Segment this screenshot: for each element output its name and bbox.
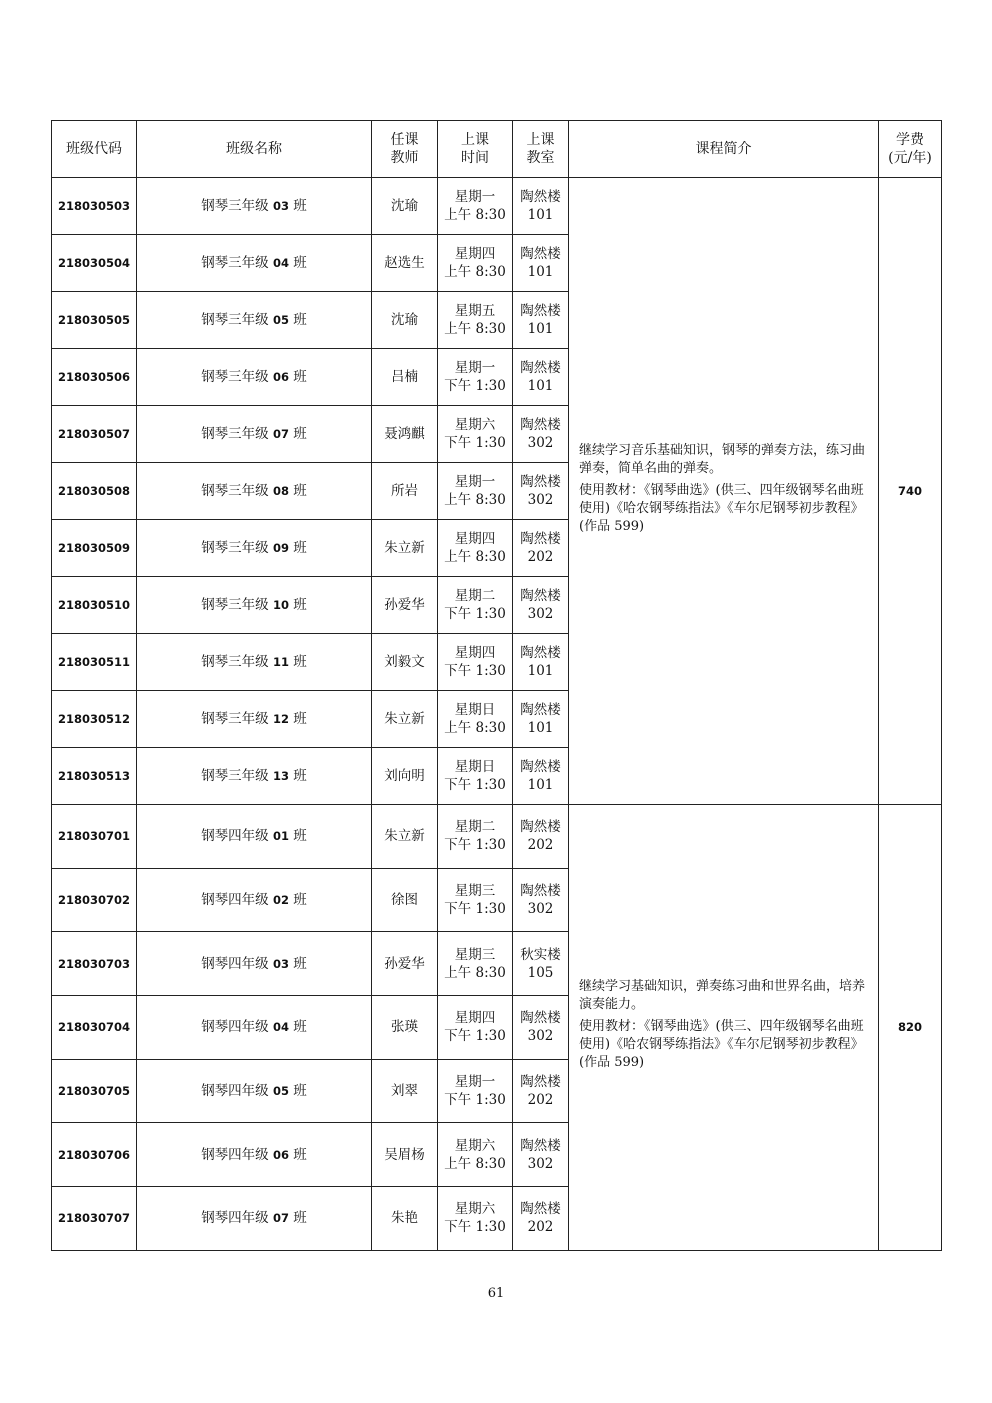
room-number: 101 — [527, 207, 554, 223]
room-number: 202 — [527, 837, 554, 854]
class-name-cell — [137, 463, 372, 520]
room-cell — [513, 805, 569, 869]
room-number: 302 — [527, 435, 554, 451]
time-hour: 上午 8:30 — [444, 264, 506, 280]
class-name-prefix: 钢琴三年级 — [201, 654, 269, 670]
class-name-number: 07 — [272, 427, 289, 441]
header-room: 上课 教室 — [513, 121, 569, 178]
teacher-cell: 沈瑜 — [372, 292, 438, 349]
class-name-cell — [137, 748, 372, 805]
room-number: 101 — [527, 321, 554, 337]
room-building: 陶然楼 — [520, 189, 561, 205]
room-building: 陶然楼 — [520, 645, 561, 661]
time-cell — [438, 463, 513, 520]
room-cell — [513, 1123, 569, 1187]
time-cell — [438, 406, 513, 463]
class-name-prefix: 钢琴三年级 — [201, 369, 269, 385]
class-name-cell — [137, 235, 372, 292]
class-name-suffix: 班 — [293, 483, 307, 499]
time-hour: 上午 8:30 — [444, 964, 506, 981]
room-cell — [513, 634, 569, 691]
class-name-prefix: 钢琴三年级 — [201, 312, 269, 328]
time-hour: 下午 1:30 — [444, 663, 506, 679]
time-cell — [438, 1059, 513, 1123]
room-cell — [513, 748, 569, 805]
room-number: 101 — [527, 663, 554, 679]
time-hour: 上午 8:30 — [444, 207, 506, 223]
teacher-cell: 朱艳 — [372, 1187, 438, 1251]
room-cell — [513, 1059, 569, 1123]
class-name-prefix: 钢琴四年级 — [201, 1210, 269, 1227]
time-cell — [438, 748, 513, 805]
header-teacher: 任课 教师 — [372, 121, 438, 178]
page-number: 61 — [487, 1286, 505, 1301]
table-row — [52, 805, 942, 869]
class-name-number: 03 — [272, 956, 289, 971]
class-name-prefix: 钢琴三年级 — [201, 540, 269, 556]
teacher-cell: 朱立新 — [372, 691, 438, 748]
class-name-prefix: 钢琴四年级 — [201, 892, 269, 909]
course-intro-paragraph: 使用教材：《钢琴曲选》(供三、四年级钢琴名曲班使用)《哈农钢琴练指法》《车尔尼钢琴初步教程》(作品 599) — [579, 483, 864, 534]
tuition-fee-cell: 820 — [879, 805, 942, 1251]
room-building: 陶然楼 — [520, 417, 561, 433]
teacher-cell: 孙爱华 — [372, 932, 438, 996]
class-name-suffix: 班 — [293, 426, 307, 442]
teacher-cell: 聂鸿麒 — [372, 406, 438, 463]
time-hour: 下午 1:30 — [444, 435, 506, 451]
class-name-cell — [137, 691, 372, 748]
time-day: 星期四 — [454, 645, 496, 661]
class-name-number: 04 — [272, 256, 289, 270]
class-code-cell: 218030504 — [52, 235, 137, 292]
time-hour: 上午 8:30 — [444, 720, 506, 736]
class-name-number: 05 — [272, 313, 289, 327]
class-name-number: 06 — [272, 1147, 289, 1162]
room-building: 陶然楼 — [520, 883, 561, 900]
class-code-cell: 218030702 — [52, 868, 137, 932]
time-day: 星期三 — [454, 946, 496, 963]
header-code: 班级代码 — [52, 121, 137, 178]
class-code-cell: 218030509 — [52, 520, 137, 577]
class-name-number: 10 — [272, 598, 289, 612]
teacher-cell: 朱立新 — [372, 520, 438, 577]
class-name-number: 04 — [272, 1020, 289, 1035]
time-day: 星期一 — [454, 360, 496, 376]
class-name-cell — [137, 577, 372, 634]
class-name-suffix: 班 — [293, 768, 307, 784]
class-name-cell — [137, 406, 372, 463]
room-number: 202 — [527, 1092, 554, 1109]
class-name-prefix: 钢琴四年级 — [201, 1146, 269, 1163]
room-cell — [513, 868, 569, 932]
time-hour: 下午 1:30 — [444, 837, 506, 854]
room-building: 陶然楼 — [520, 702, 561, 718]
teacher-cell: 刘向明 — [372, 748, 438, 805]
class-code-cell: 218030513 — [52, 748, 137, 805]
class-code-cell: 218030707 — [52, 1187, 137, 1251]
time-day: 星期一 — [454, 474, 496, 490]
class-name-suffix: 班 — [293, 198, 307, 214]
time-day: 星期一 — [454, 189, 496, 205]
class-code-cell: 218030704 — [52, 996, 137, 1060]
room-building: 陶然楼 — [520, 1137, 561, 1154]
class-code-cell: 218030503 — [52, 178, 137, 235]
room-building: 陶然楼 — [520, 303, 561, 319]
class-name-suffix: 班 — [293, 312, 307, 328]
time-hour: 下午 1:30 — [444, 777, 506, 793]
class-code-cell: 218030705 — [52, 1059, 137, 1123]
room-cell — [513, 178, 569, 235]
course-intro-cell — [569, 178, 879, 805]
class-name-number: 03 — [272, 199, 289, 213]
room-building: 陶然楼 — [520, 474, 561, 490]
header-intro: 课程简介 — [569, 121, 879, 178]
time-hour: 下午 1:30 — [444, 378, 506, 394]
class-name-prefix: 钢琴三年级 — [201, 768, 269, 784]
time-day: 星期日 — [454, 702, 496, 718]
teacher-cell: 吴眉杨 — [372, 1123, 438, 1187]
class-name-cell — [137, 1059, 372, 1123]
class-name-prefix: 钢琴四年级 — [201, 828, 269, 845]
room-number: 302 — [527, 901, 554, 918]
class-name-cell — [137, 292, 372, 349]
class-name-cell — [137, 1187, 372, 1251]
class-name-suffix: 班 — [293, 1146, 307, 1163]
time-cell — [438, 520, 513, 577]
room-building: 陶然楼 — [520, 1074, 561, 1091]
time-cell — [438, 634, 513, 691]
time-cell — [438, 178, 513, 235]
room-building: 陶然楼 — [520, 1201, 561, 1218]
class-name-suffix: 班 — [293, 828, 307, 845]
class-name-number: 05 — [272, 1084, 289, 1099]
class-name-suffix: 班 — [293, 597, 307, 613]
class-name-number: 11 — [272, 655, 289, 669]
class-name-suffix: 班 — [293, 540, 307, 556]
time-cell — [438, 691, 513, 748]
time-hour: 下午 1:30 — [444, 1219, 506, 1236]
teacher-cell: 赵选生 — [372, 235, 438, 292]
class-name-prefix: 钢琴三年级 — [201, 255, 269, 271]
time-hour: 下午 1:30 — [444, 606, 506, 622]
class-name-prefix: 钢琴三年级 — [201, 426, 269, 442]
tuition-fee-cell: 740 — [879, 178, 942, 805]
class-name-cell — [137, 349, 372, 406]
room-building: 陶然楼 — [520, 1010, 561, 1027]
table-row — [52, 178, 942, 235]
class-code-cell: 218030506 — [52, 349, 137, 406]
class-name-cell — [137, 805, 372, 869]
class-name-prefix: 钢琴三年级 — [201, 198, 269, 214]
room-number: 202 — [527, 549, 554, 565]
class-code-cell: 218030701 — [52, 805, 137, 869]
room-number: 302 — [527, 492, 554, 508]
time-day: 星期三 — [454, 883, 496, 900]
class-name-number: 06 — [272, 370, 289, 384]
class-name-prefix: 钢琴四年级 — [201, 1019, 269, 1036]
teacher-cell: 所岩 — [372, 463, 438, 520]
time-hour: 上午 8:30 — [444, 492, 506, 508]
room-number: 101 — [527, 378, 554, 394]
room-number: 101 — [527, 264, 554, 280]
class-name-number: 07 — [272, 1211, 289, 1226]
room-building: 陶然楼 — [520, 819, 561, 836]
teacher-cell: 朱立新 — [372, 805, 438, 869]
time-day: 星期日 — [454, 759, 496, 775]
class-name-prefix: 钢琴三年级 — [201, 711, 269, 727]
room-cell — [513, 406, 569, 463]
header-row — [52, 121, 942, 178]
room-cell — [513, 463, 569, 520]
class-name-suffix: 班 — [293, 892, 307, 909]
header-fee: 学费 (元/年) — [879, 121, 942, 178]
class-name-suffix: 班 — [293, 1210, 307, 1227]
time-day: 星期一 — [454, 1074, 496, 1091]
time-hour: 下午 1:30 — [444, 901, 506, 918]
room-number: 302 — [527, 1155, 554, 1172]
time-cell — [438, 235, 513, 292]
room-building: 陶然楼 — [520, 360, 561, 376]
room-cell — [513, 520, 569, 577]
teacher-cell: 刘毅文 — [372, 634, 438, 691]
room-building: 陶然楼 — [520, 531, 561, 547]
teacher-cell: 吕楠 — [372, 349, 438, 406]
time-day: 星期六 — [454, 1201, 496, 1218]
time-day: 星期四 — [454, 531, 496, 547]
room-cell — [513, 349, 569, 406]
class-name-suffix: 班 — [293, 711, 307, 727]
class-name-number: 13 — [272, 769, 289, 783]
class-name-number: 01 — [272, 829, 289, 844]
time-day: 星期五 — [454, 303, 496, 319]
time-hour: 下午 1:30 — [444, 1092, 506, 1109]
class-code-cell: 218030511 — [52, 634, 137, 691]
class-name-suffix: 班 — [293, 654, 307, 670]
room-cell — [513, 932, 569, 996]
time-day: 星期六 — [454, 1137, 496, 1154]
room-number: 101 — [527, 720, 554, 736]
class-name-cell — [137, 520, 372, 577]
class-name-suffix: 班 — [293, 255, 307, 271]
time-hour: 上午 8:30 — [444, 1155, 506, 1172]
class-name-cell — [137, 1123, 372, 1187]
class-name-suffix: 班 — [293, 1083, 307, 1100]
time-cell — [438, 349, 513, 406]
time-day: 星期二 — [454, 819, 496, 836]
course-intro-paragraph: 继续学习音乐基础知识，钢琴的弹奏方法，练习曲弹奏，简单名曲的弹奏。 — [579, 443, 866, 476]
time-cell — [438, 805, 513, 869]
teacher-cell: 张瑛 — [372, 996, 438, 1060]
room-number: 105 — [527, 964, 554, 981]
class-name-number: 09 — [272, 541, 289, 555]
teacher-cell: 孙爱华 — [372, 577, 438, 634]
header-name: 班级名称 — [137, 121, 372, 178]
room-number: 202 — [527, 1219, 554, 1236]
room-cell — [513, 577, 569, 634]
class-name-prefix: 钢琴三年级 — [201, 597, 269, 613]
course-schedule-table — [51, 120, 942, 1251]
time-cell — [438, 292, 513, 349]
course-intro-paragraph: 使用教材：《钢琴曲选》(供三、四年级钢琴名曲班使用)《哈农钢琴练指法》《车尔尼钢琴初步教程》(作品 599) — [579, 1019, 864, 1071]
room-cell — [513, 1187, 569, 1251]
class-code-cell: 218030508 — [52, 463, 137, 520]
class-name-number: 02 — [272, 893, 289, 908]
class-name-suffix: 班 — [293, 1019, 307, 1036]
teacher-cell: 徐图 — [372, 868, 438, 932]
room-building: 陶然楼 — [520, 246, 561, 262]
time-day: 星期四 — [454, 246, 496, 262]
class-code-cell: 218030510 — [52, 577, 137, 634]
room-cell — [513, 691, 569, 748]
header-time: 上课 时间 — [438, 121, 513, 178]
class-name-prefix: 钢琴四年级 — [201, 1083, 269, 1100]
room-number: 101 — [527, 777, 554, 793]
time-hour: 上午 8:30 — [444, 549, 506, 565]
table-body — [52, 178, 942, 1251]
class-name-number: 12 — [272, 712, 289, 726]
time-cell — [438, 1187, 513, 1251]
room-cell — [513, 292, 569, 349]
time-cell — [438, 577, 513, 634]
room-cell — [513, 996, 569, 1060]
time-cell — [438, 868, 513, 932]
table-header — [52, 121, 942, 178]
class-name-cell — [137, 868, 372, 932]
course-intro-cell — [569, 805, 879, 1251]
time-hour: 上午 8:30 — [444, 321, 506, 337]
class-code-cell: 218030706 — [52, 1123, 137, 1187]
class-code-cell: 218030507 — [52, 406, 137, 463]
class-name-prefix: 钢琴四年级 — [201, 955, 269, 972]
time-day: 星期六 — [454, 417, 496, 433]
room-building: 陶然楼 — [520, 759, 561, 775]
class-name-cell — [137, 932, 372, 996]
class-name-cell — [137, 634, 372, 691]
teacher-cell: 刘翠 — [372, 1059, 438, 1123]
time-day: 星期四 — [454, 1010, 496, 1027]
class-code-cell: 218030703 — [52, 932, 137, 996]
class-name-prefix: 钢琴三年级 — [201, 483, 269, 499]
class-name-cell — [137, 996, 372, 1060]
class-name-cell — [137, 178, 372, 235]
time-day: 星期二 — [454, 588, 496, 604]
time-hour: 下午 1:30 — [444, 1028, 506, 1045]
room-number: 302 — [527, 1028, 554, 1045]
time-cell — [438, 996, 513, 1060]
room-building: 陶然楼 — [520, 588, 561, 604]
class-name-suffix: 班 — [293, 369, 307, 385]
course-intro-paragraph: 继续学习基础知识，弹奏练习曲和世界名曲，培养演奏能力。 — [579, 979, 866, 1013]
room-number: 302 — [527, 606, 554, 622]
teacher-cell: 沈瑜 — [372, 178, 438, 235]
class-name-number: 08 — [272, 484, 289, 498]
class-code-cell: 218030505 — [52, 292, 137, 349]
class-name-suffix: 班 — [293, 955, 307, 972]
class-code-cell: 218030512 — [52, 691, 137, 748]
time-cell — [438, 1123, 513, 1187]
room-cell — [513, 235, 569, 292]
room-building: 秋实楼 — [520, 946, 561, 963]
time-cell — [438, 932, 513, 996]
